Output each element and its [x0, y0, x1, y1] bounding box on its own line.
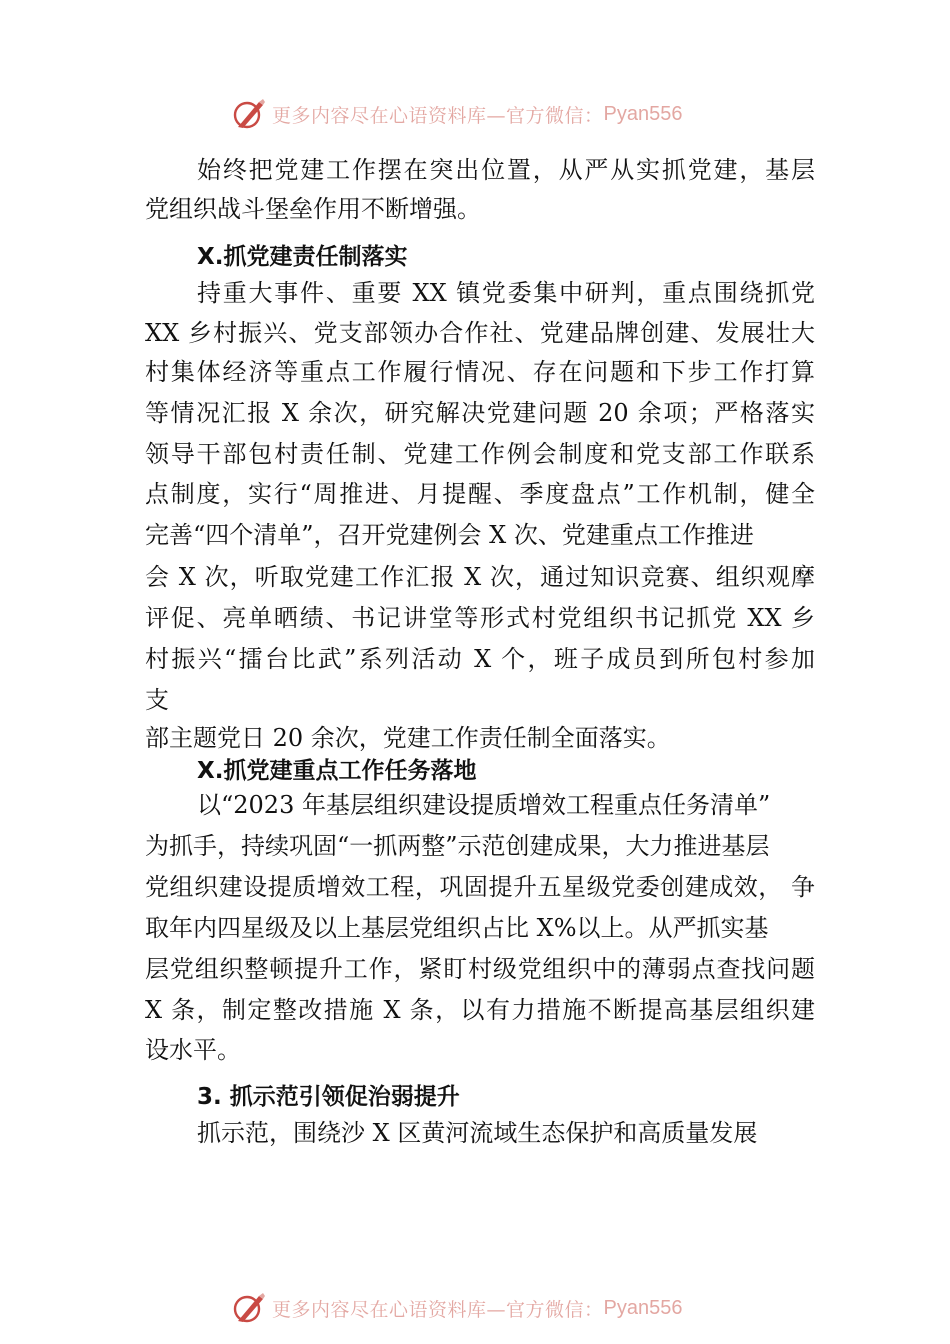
section1-line-1: 持重大事件、重要 XX 镇党委集中研判，重点围绕抓党: [197, 279, 815, 307]
section2-line-7: 设水平。: [145, 1036, 241, 1064]
section1-line-3: 村集体经济等重点工作履行情况、存在问题和下步工作打算: [145, 358, 815, 386]
banner-wechat-id: Pyan556: [603, 1296, 683, 1319]
pen-logo-icon: [232, 97, 266, 131]
section3-line-1: 抓示范，围绕沙 X 区黄河流域生态保护和高质量发展: [197, 1119, 758, 1147]
section1-line-9: 评促、亮单晒绩、书记讲堂等形式村党组织书记抓党 XX 乡: [145, 604, 815, 632]
section1-line-8: 会 X 次，听取党建工作汇报 X 次，通过知识竞赛、组织观摩: [145, 563, 815, 591]
section1-line-2: XX 乡村振兴、党支部领办合作社、党建品牌创建、发展壮大: [145, 319, 815, 347]
pen-logo-icon: [232, 1291, 266, 1325]
intro-line-1: 始终把党建工作摆在突出位置，从严从实抓党建，基层: [197, 156, 815, 184]
section2-line-2: 为抓手，持续巩固“一抓两整”示范创建成果，大力推进基层: [145, 832, 770, 860]
section1-line-11: 支: [145, 686, 169, 714]
section1-line-12: 部主题党日 20 余次，党建工作责任制全面落实。: [145, 724, 671, 752]
section2-heading: X.抓党建重点工作任务落地: [197, 758, 477, 784]
section2-line-3: 党组织建设提质增效工程，巩固提升五星级党委创建成效， 争: [145, 873, 815, 901]
banner-wechat-id: Pyan556: [603, 102, 683, 125]
section1-line-5: 领导干部包村责任制、党建工作例会制度和党支部工作联系: [145, 440, 815, 468]
section1-heading: X.抓党建责任制落实: [197, 244, 408, 270]
header-watermark-banner: [232, 96, 682, 132]
footer-watermark-banner: [232, 1290, 682, 1326]
section2-line-4: 取年内四星级及以上基层党组织占比 X%以上。从严抓实基: [145, 914, 769, 942]
section2-line-1: 以“2023 年基层组织建设提质增效工程重点任务清单”: [197, 791, 771, 819]
section1-line-10: 村振兴“擂台比武”系列活动 X 个，班子成员到所包村参加: [145, 645, 815, 673]
section1-line-4: 等情况汇报 X 余次，研究解决党建问题 20 余项；严格落实: [145, 399, 815, 427]
section2-line-5: 层党组织整顿提升工作，紧盯村级党组织中的薄弱点查找问题: [145, 955, 815, 983]
section1-line-7: 完善“四个清单”，召开党建例会 X 次、党建重点工作推进: [145, 521, 754, 549]
banner-text: 更多内容尽在心语资料库—官方微信：: [272, 1298, 604, 1321]
section2-line-6: X 条，制定整改措施 X 条，以有力措施不断提高基层组织建: [145, 996, 815, 1024]
banner-text: 更多内容尽在心语资料库—官方微信：: [272, 104, 604, 127]
section3-heading: 3. 抓示范引领促治弱提升: [197, 1084, 460, 1110]
section1-line-6: 点制度，实行“周推进、月提醒、季度盘点”工作机制，健全: [145, 480, 815, 508]
intro-line-2: 党组织战斗堡垒作用不断增强。: [145, 195, 481, 223]
